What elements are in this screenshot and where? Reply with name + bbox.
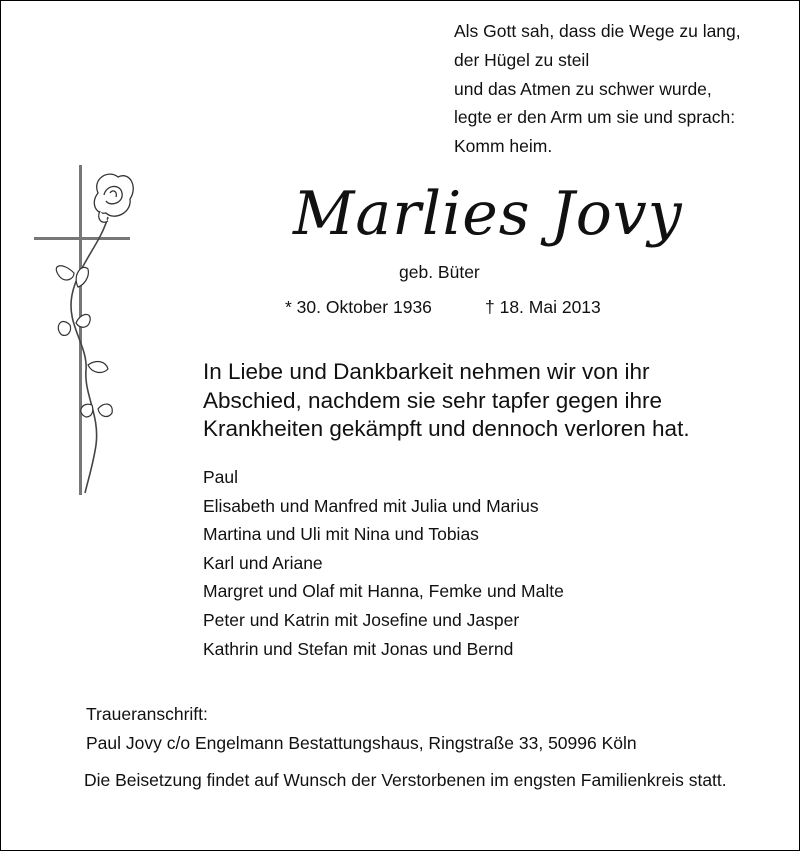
- message-line: Abschied, nachdem sie sehr tapfer gegen ihre: [203, 387, 663, 413]
- poem-line: legte er den Arm um sie und sprach:: [454, 107, 736, 128]
- birth-date: * 30. Oktober 1936: [285, 297, 432, 317]
- message-line: In Liebe und Dankbarkeit nehmen wir von ihr: [203, 359, 650, 384]
- poem: [454, 17, 741, 161]
- death-date: † 18. Mai 2013: [485, 297, 601, 317]
- family-member: Elisabeth und Manfred mit Julia und Marius: [203, 495, 539, 516]
- maiden-name: geb. Büter: [399, 262, 480, 282]
- family-member: Paul: [203, 467, 239, 487]
- family-member: Kathrin und Stefan mit Jonas und Bernd: [203, 638, 514, 659]
- family-member: Margret und Olaf mit Hanna, Femke und Malte: [203, 581, 564, 602]
- poem-line: Komm heim.: [454, 136, 553, 157]
- family-list: [203, 463, 564, 663]
- message-line: Krankheiten gekämpft und dennoch verloren hat.: [203, 416, 690, 441]
- poem-line: Als Gott sah, dass die Wege zu lang,: [454, 21, 741, 41]
- cross-with-rose-icon: [30, 165, 136, 495]
- address-label: Traueranschrift:: [86, 704, 208, 724]
- address-value: Paul Jovy c/o Engelmann Bestattungshaus, Ringstraße 33, 50996 Köln: [86, 733, 637, 753]
- poem-line: und das Atmen zu schwer wurde,: [454, 78, 712, 99]
- family-member: Martina und Uli mit Nina und Tobias: [203, 524, 479, 545]
- burial-note: Die Beisetzung findet auf Wunsch der Verstorbenen im engsten Familienkreis statt.: [84, 770, 727, 790]
- family-member: Peter und Katrin mit Josefine und Jasper: [203, 609, 520, 630]
- family-member: Karl und Ariane: [203, 552, 323, 573]
- farewell-message: [203, 358, 760, 444]
- poem-line: der Hügel zu steil: [454, 49, 590, 70]
- deceased-name: Marlies Jovy: [293, 179, 683, 249]
